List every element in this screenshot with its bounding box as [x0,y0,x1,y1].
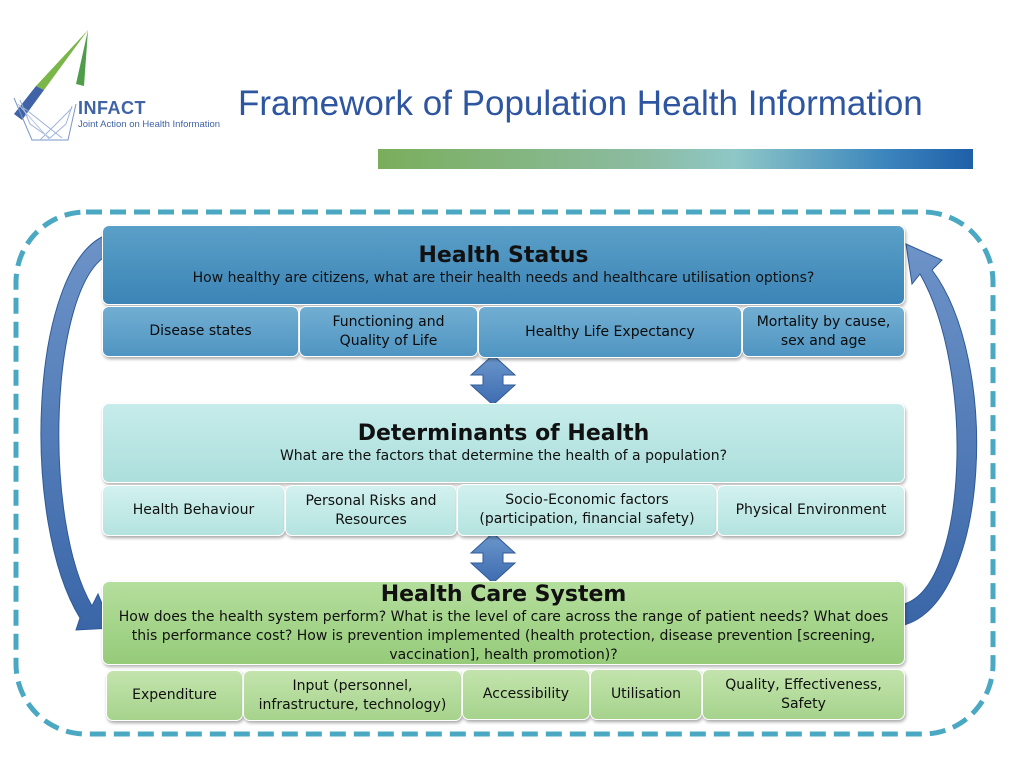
health-status-title: Health Status [418,242,589,268]
determinants-item-socio-economic: Socio-Economic factors (participation, financial safety) [457,484,717,536]
determinants-header [102,403,905,483]
health-care-title: Health Care System [380,581,627,607]
determinants-subtitle: What are the factors that determine the health of a population? [279,447,728,464]
double-arrow-bottom-icon [471,533,515,583]
logo-tagline: Joint Action on Health Information [78,119,221,130]
determinants-title: Determinants of Health [357,420,650,446]
health-care-item-input: Input (personnel, infrastructure, technology) [243,670,462,721]
health-care-header [102,581,905,665]
health-care-item-quality: Quality, Effectiveness, Safety [702,669,905,720]
determinants-item-physical-environment: Physical Environment [717,485,905,536]
health-care-item-expenditure: Expenditure [106,670,243,721]
health-care-subtitle: How does the health system perform? What is the level of care across the range of patient needs? What does this performance cost? How is prevention implemented (health protection, disease prevention [screening, vaccination], health promotion)? [118,608,889,663]
determinants-item-personal-risks: Personal Risks and Resources [285,485,457,536]
health-status-header [102,225,905,305]
health-care-item-utilisation: Utilisation [590,669,702,720]
page-title: Framework of Population Health Information [238,84,923,123]
determinants-item-health-behaviour: Health Behaviour [102,485,285,536]
health-status-item-disease-states: Disease states [102,306,299,357]
health-status-subtitle: How healthy are citizens, what are their health needs and healthcare utilisation options? [192,269,815,286]
health-status-item-life-expectancy: Healthy Life Expectancy [478,306,742,358]
logo-name: INFACT [78,98,146,118]
cycle-arrow-right-icon [904,244,977,625]
double-arrow-top-icon [471,355,515,405]
health-care-item-accessibility: Accessibility [462,669,590,720]
health-status-item-functioning: Functioning and Quality of Life [299,306,478,357]
health-status-item-mortality: Mortality by cause, sex and age [742,306,905,357]
